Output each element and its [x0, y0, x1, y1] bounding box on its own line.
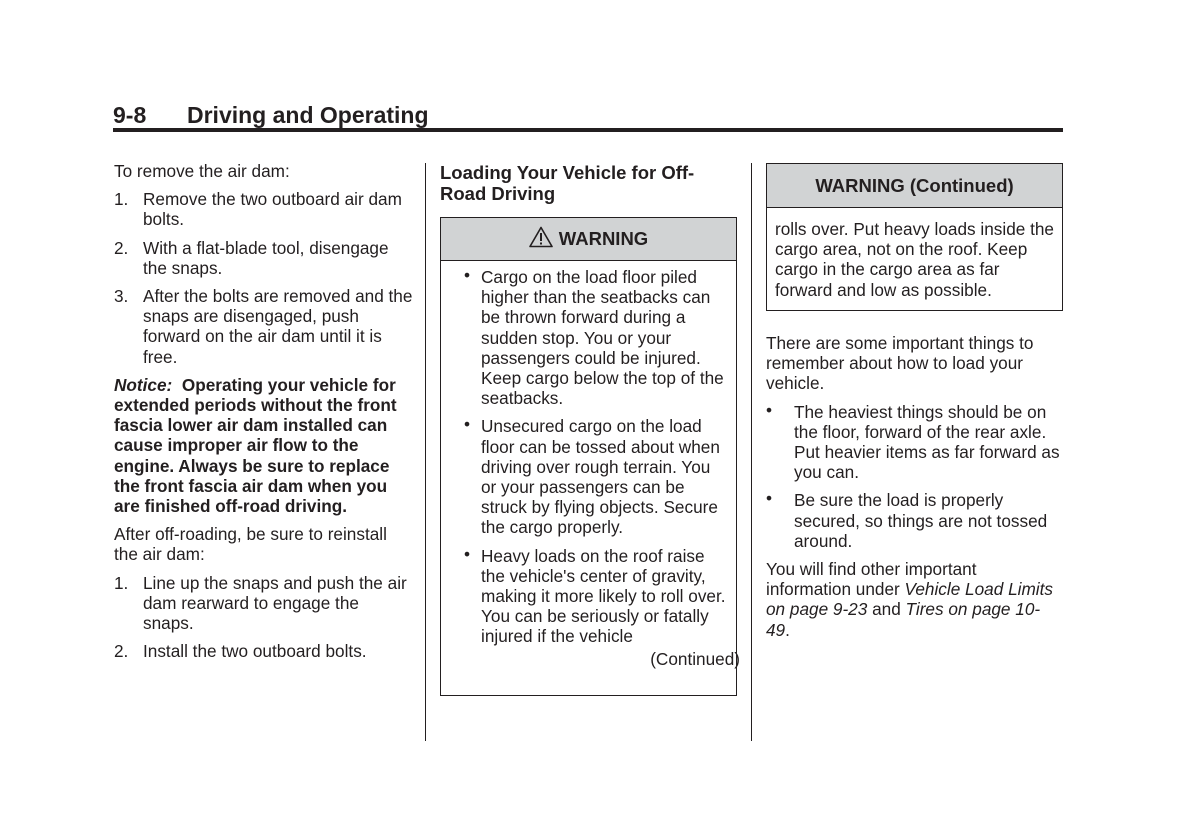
remove-step — [114, 286, 414, 367]
warning-header — [441, 218, 736, 261]
install-step — [114, 641, 414, 661]
warning-bullet: • Cargo on the load floor piled higher than the seatbacks can be thrown forward during a sudden stop. You or your passengers could be injured. Keep cargo below the top of the seatbacks. — [464, 265, 724, 409]
warning-title: WARNING — [558, 228, 649, 249]
install-step — [114, 573, 414, 634]
section-title: Driving and Operating — [187, 102, 429, 128]
after-offroad-text: After off-roading, be sure to reinstall the air dam: — [114, 524, 387, 565]
bullet-text: Heavy loads on the roof raise the vehicle's center of gravity, making it more likely to roll over. You can be seriously or fatally injured if the vehicle — [481, 545, 726, 647]
bullet-text: Cargo on the load floor piled higher than the seatbacks can be thrown forward during a sudden stop. You or your passengers could be injured. Keep cargo below the top of the seatbacks. — [481, 267, 724, 409]
reference-link-load-limits[interactable]: Vehicle Load Limits on page 9-23 — [766, 579, 1053, 620]
load-intro: There are some important things to remember about how to load your vehicle. — [766, 333, 1034, 394]
column-divider-right — [751, 163, 752, 741]
notice-label: Notice: — [114, 374, 173, 395]
bullet-text: Be sure the load is properly secured, so things are not tossed around. — [794, 490, 1048, 551]
remove-step — [114, 189, 414, 229]
step-number: 2. — [114, 237, 129, 258]
warning-box — [440, 217, 740, 696]
step-number: 1. — [114, 189, 129, 210]
step-text: After the bolts are removed and the snaps are disengaged, push forward on the air dam until it is free. — [143, 286, 413, 367]
notice-paragraph — [114, 375, 414, 516]
step-number: 3. — [114, 286, 129, 307]
load-bullet: • The heaviest things should be on the floor, forward of the rear axle. Put heavier items as far forward as you can. — [766, 399, 1060, 483]
continued-label: (Continued) — [650, 648, 740, 669]
warning-continued-header: WARNING (Continued) — [767, 164, 1062, 208]
column-right — [766, 333, 1063, 648]
remove-step — [114, 238, 414, 278]
section-heading: Loading Your Vehicle for Off-Road Driving — [440, 162, 695, 204]
warning-bullet: • Heavy loads on the roof raise the vehicle's center of gravity, making it more likely to roll over. You can be seriously or fatally injured if the vehicle — [464, 543, 726, 647]
reference-paragraph: You will find other important information under Vehicle Load Limits on page 9-23 and Tires on page 10-49. — [766, 559, 1053, 640]
page-number: 9-8 — [113, 102, 147, 128]
reference-link-tires[interactable]: Tires on page 10-49 — [766, 599, 1041, 640]
step-text: Line up the snaps and push the air dam rearward to engage the snaps. — [143, 572, 407, 634]
warning-continued-text: rolls over. Put heavy loads inside the cargo area, not on the roof. Keep cargo in the cargo area as far forward and low as possible. — [775, 219, 1054, 300]
step-text: With a flat-blade tool, disengage the snaps. — [143, 237, 389, 278]
bullet-text: Unsecured cargo on the load floor can be tossed about when driving over rough terrain. You or your passengers can be struck by flying objects. Secure the cargo properly. — [481, 416, 720, 538]
column-divider-left — [425, 163, 426, 741]
page-header — [113, 101, 1063, 129]
step-text: Install the two outboard bolts. — [143, 641, 367, 662]
warning-bullet: • Unsecured cargo on the load floor can be tossed about when driving over rough terrain. You or your passengers can be struck by flying objects. Secure the cargo properly. — [464, 414, 720, 538]
step-number: 2. — [114, 641, 129, 662]
load-bullet: • Be sure the load is properly secured, so things are not tossed around. — [766, 488, 1048, 551]
column-middle — [440, 162, 737, 204]
step-number: 1. — [114, 572, 129, 593]
column-left — [114, 161, 414, 669]
header-rule — [113, 128, 1063, 132]
warning-body — [464, 265, 740, 669]
step-text: Remove the two outboard air dam bolts. — [143, 189, 402, 230]
warning-continued-box — [766, 163, 1063, 311]
notice-text: Operating your vehicle for extended periods without the front fascia lower air dam installed can cause improper air flow to the engine. Always be sure to replace the front fascia air dam when you are finished off-road driving. — [114, 374, 397, 517]
bullet-text: The heaviest things should be on the floor, forward of the rear axle. Put heavier items as far forward as you can. — [794, 401, 1060, 483]
warning-triangle-icon — [529, 221, 553, 263]
remove-intro: To remove the air dam: — [114, 161, 290, 181]
